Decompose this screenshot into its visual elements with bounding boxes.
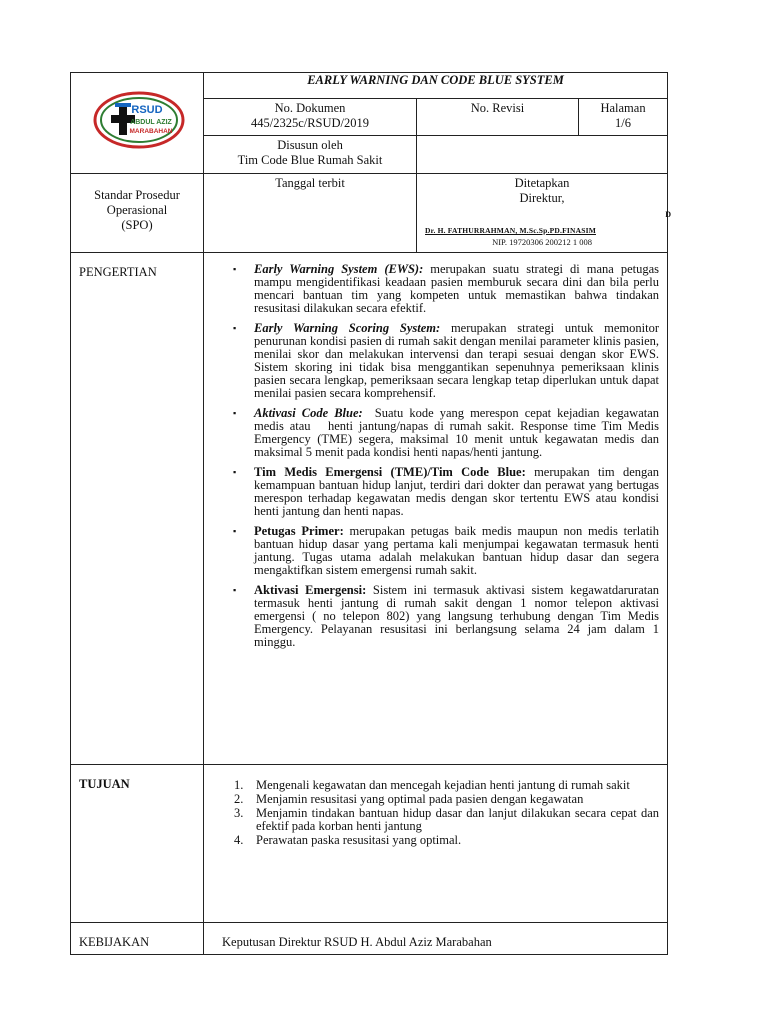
bullet-icon: ▪ bbox=[233, 323, 237, 333]
revision-cell bbox=[417, 98, 579, 136]
definition-term: Tim Medis Emergensi (TME)/Tim Code Blue: bbox=[254, 465, 526, 479]
pengertian-content bbox=[204, 253, 668, 765]
goal-item bbox=[206, 834, 659, 847]
spo-label-cell bbox=[71, 174, 204, 253]
definition-item bbox=[206, 465, 663, 518]
prepared-by-label: Disusun oleh bbox=[277, 138, 343, 153]
spo-label-line2: Operasional bbox=[106, 203, 168, 217]
spo-label-line3: (SPO) bbox=[121, 218, 153, 232]
pengertian-label: PENGERTIAN bbox=[71, 253, 204, 765]
page-label: Halaman bbox=[600, 100, 646, 115]
logo-text-name1: ABDUL AZIZ bbox=[130, 119, 172, 126]
goal-number: 2. bbox=[234, 792, 244, 806]
definition-term: Early Warning Scoring System: bbox=[254, 321, 441, 335]
issued-date-label: Tanggal terbit bbox=[275, 176, 345, 190]
goal-number: 4. bbox=[234, 833, 244, 847]
definition-item bbox=[206, 406, 663, 459]
spo-label-line1: Standar Prosedur bbox=[94, 188, 180, 202]
approved-label: Ditetapkan bbox=[514, 176, 570, 190]
spo-table bbox=[70, 72, 672, 955]
logo-text-name2: MARABAHAN bbox=[129, 128, 173, 135]
revision-label: No. Revisi bbox=[470, 100, 525, 115]
definition-term: Petugas Primer: bbox=[254, 524, 344, 538]
definition-text: merupakan strategi untuk memonitor penurunan kondisi pasien di rumah sakit dengan menilai parameter klinis pasien, menilai skor dan melakukan intervensi dan terapi sesuai dengan skor EWS. Sistem skoring ini tidak bisa menggantikan sepenuhnya pemeriksaan klinis pasien secara lengkap, pemeriksaan secara lengkap tetap diperlukan untuk dapat menilai pasien secara komprehensif. bbox=[254, 321, 663, 400]
page-value: 1/6 bbox=[615, 115, 631, 130]
definition-term: Aktivasi Code Blue: bbox=[254, 406, 363, 420]
goal-text: Perawatan paska resusitasi yang optimal. bbox=[256, 833, 462, 847]
prepared-by-cell bbox=[204, 136, 417, 174]
goal-list bbox=[206, 779, 659, 847]
definition-term: Aktivasi Emergensi: bbox=[254, 583, 367, 597]
bullet-icon: ▪ bbox=[233, 526, 237, 536]
bullet-icon: ▪ bbox=[233, 585, 237, 595]
goal-item bbox=[206, 779, 659, 792]
edge-mark: D bbox=[665, 210, 672, 219]
definition-text: merupakan tim dengan kemampuan bantuan hidup lanjut, terdiri dari dokter dan perawat yang bertugas merespon terhadap kegawatan medis dengan skor tertentu EWS atau kondisi henti jantung dan henti napas. bbox=[254, 465, 663, 518]
logo-text-rsud: RSUD bbox=[131, 104, 163, 116]
goal-item bbox=[206, 793, 659, 806]
tujuan-label: TUJUAN bbox=[71, 765, 204, 923]
signer-nip: NIP. 19720306 200212 1 008 bbox=[492, 237, 592, 247]
hospital-logo bbox=[93, 91, 185, 149]
definition-text: Suatu kode yang merespon cepat kejadian kegawatan medis atau henti jantung/napas di rumah sakit. Response time Tim Medis Emergency (TME) segera, maksimal 10 menit untuk kegawatan medis dan maksimal 5 menit pada kondisi henti napas/henti jantung. bbox=[254, 406, 663, 459]
spo-document bbox=[70, 72, 672, 949]
goal-text: Menjamin resusitasi yang optimal pada pasien dengan kegawatan bbox=[256, 792, 584, 806]
issued-date-cell bbox=[204, 174, 417, 253]
logo-cell bbox=[71, 73, 204, 174]
doc-number-cell bbox=[204, 98, 417, 136]
signer-name: Dr. H. FATHURRAHMAN, M.Sc.Sp.PD.FINASIM bbox=[425, 226, 596, 235]
prepared-by-value: Tim Code Blue Rumah Sakit bbox=[237, 153, 383, 168]
approval-cell bbox=[417, 174, 672, 253]
doc-number-label: No. Dokumen bbox=[274, 100, 346, 115]
goal-text: Menjamin tindakan bantuan hidup dasar dan lanjut dilakukan secara cepat dan efektif pada korban henti jantung bbox=[256, 806, 660, 833]
goal-text: Mengenali kegawatan dan mencegah kejadian henti jantung di rumah sakit bbox=[256, 778, 630, 792]
definition-list bbox=[206, 262, 663, 649]
definition-text: merupakan suatu strategi di mana petugas mampu mengidentifikasi keadaan pasien memburuk secara dini dan bila perlu mencari bantuan tim yang kompeten untuk memastikan bahwa tindakan resusitasi dilakukan secara efektif. bbox=[254, 262, 663, 315]
prepared-blank-cell bbox=[417, 136, 668, 174]
approved-role: Direktur, bbox=[519, 191, 565, 205]
page-cell bbox=[579, 98, 668, 136]
tujuan-content bbox=[204, 765, 668, 923]
definition-text: merupakan petugas baik medis maupun non medis terlatih bantuan hidup dasar yang pertama kali menjumpai kegawatan termasuk henti jantung. Tugas utama adalah melakukan bantuan hidup dasar dan segera mengaktifkan sistem emergensi rumah sakit. bbox=[254, 524, 663, 577]
doc-number-value: 445/2325c/RSUD/2019 bbox=[250, 115, 370, 130]
definition-item bbox=[206, 583, 663, 649]
definition-term: Early Warning System (EWS): bbox=[254, 262, 424, 276]
definition-text: Sistem ini termasuk aktivasi sistem kegawatdaruratan termasuk henti jantung di rumah sakit dengan 1 nomor telepon aktivasi emergensi ( no telepon 802) yang langsung terhubung dengan Tim Medis Emergency. Pelayanan resusitasi ini berlangsung selama 24 jam dalam 1 minggu. bbox=[254, 583, 663, 649]
goal-item bbox=[206, 807, 659, 833]
definition-item bbox=[206, 321, 663, 400]
kebijakan-text: Keputusan Direktur RSUD H. Abdul Aziz Marabahan bbox=[204, 923, 668, 955]
goal-number: 1. bbox=[234, 778, 244, 792]
definition-item bbox=[206, 262, 663, 315]
definition-item bbox=[206, 524, 663, 577]
bullet-icon: ▪ bbox=[233, 467, 237, 477]
kebijakan-label: KEBIJAKAN bbox=[71, 923, 204, 955]
document-title: EARLY WARNING DAN CODE BLUE SYSTEM bbox=[204, 73, 668, 99]
bullet-icon: ▪ bbox=[233, 264, 237, 274]
goal-number: 3. bbox=[234, 806, 244, 820]
bullet-icon: ▪ bbox=[233, 408, 237, 418]
